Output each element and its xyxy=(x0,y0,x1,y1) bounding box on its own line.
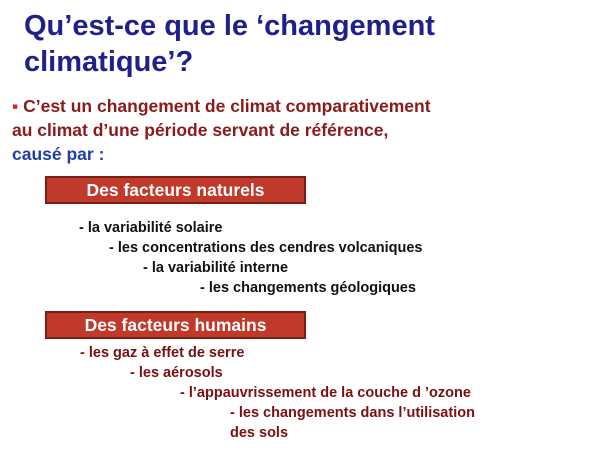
natural-item-geological: - les changements géologiques xyxy=(200,280,416,296)
natural-item-solar: - la variabilité solaire xyxy=(79,220,223,236)
bullet-icon: ▪ xyxy=(12,96,19,116)
intro-text xyxy=(12,94,592,166)
intro-line-2: au climat d’une période servant de référence, xyxy=(12,120,389,140)
human-item-ghg: - les gaz à effet de serre xyxy=(80,345,245,361)
slide-title: Qu’est-ce que le ‘changement climatique’? xyxy=(24,10,435,78)
human-item-aerosols: - les aérosols xyxy=(130,365,223,381)
human-item-land-use: - les changements dans l’utilisation xyxy=(230,405,475,421)
human-item-ozone: - l’appauvrissement de la couche d ’ozone xyxy=(180,385,471,401)
natural-item-volcanic: - les concentrations des cendres volcaniques xyxy=(109,240,423,256)
intro-line-1: ▪ C’est un changement de climat comparativement xyxy=(12,96,431,116)
human-factors-heading: Des facteurs humains xyxy=(45,311,306,339)
natural-factors-heading: Des facteurs naturels xyxy=(45,176,306,204)
human-item-land-use-cont: des sols xyxy=(230,425,289,441)
intro-line-3: causé par : xyxy=(12,144,105,164)
natural-item-internal: - la variabilité interne xyxy=(143,260,289,276)
